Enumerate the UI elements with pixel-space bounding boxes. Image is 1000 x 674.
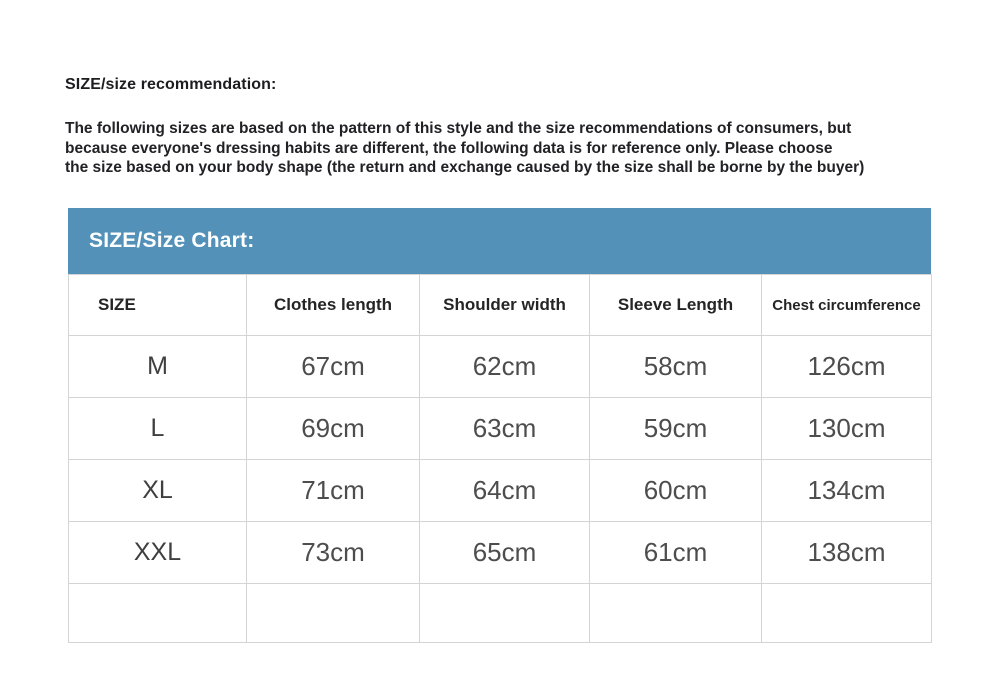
size-chart-table xyxy=(68,274,932,643)
cell-chest-circumference: 126cm xyxy=(762,336,932,398)
cell-sleeve-length xyxy=(590,584,762,643)
cell-sleeve-length: 58cm xyxy=(590,336,762,398)
cell-shoulder-width: 63cm xyxy=(420,398,590,460)
table-row-m xyxy=(69,336,932,398)
cell-chest-circumference xyxy=(762,584,932,643)
size-chart-title: SIZE/Size Chart: xyxy=(89,229,255,252)
cell-clothes-length xyxy=(247,584,420,643)
cell-sleeve-length: 61cm xyxy=(590,522,762,584)
cell-clothes-length: 69cm xyxy=(247,398,420,460)
cell-shoulder-width xyxy=(420,584,590,643)
column-header-size: SIZE xyxy=(69,275,247,336)
column-header-sleeve-length: Sleeve Length xyxy=(590,275,762,336)
recommendation-line: because everyone's dressing habits are different, the following data is for reference only. Please choose xyxy=(65,139,833,157)
cell-chest-circumference: 134cm xyxy=(762,460,932,522)
column-header-chest-circumference: Chest circumference xyxy=(762,275,932,336)
cell-clothes-length: 67cm xyxy=(247,336,420,398)
recommendation-heading: SIZE/size recommendation: xyxy=(65,76,277,93)
cell-sleeve-length: 59cm xyxy=(590,398,762,460)
cell-clothes-length: 73cm xyxy=(247,522,420,584)
recommendation-line: the size based on your body shape (the return and exchange caused by the size shall be borne by the buyer) xyxy=(65,159,865,177)
column-header-shoulder-width: Shoulder width xyxy=(420,275,590,336)
table-header-row xyxy=(69,275,932,336)
cell-size xyxy=(69,584,247,643)
recommendation-line: The following sizes are based on the pattern of this style and the size recommendations of consumers, but xyxy=(65,120,852,137)
size-chart-title-bar xyxy=(68,208,931,274)
cell-size: XXL xyxy=(69,522,247,584)
recommendation-paragraph xyxy=(65,119,864,178)
cell-chest-circumference: 138cm xyxy=(762,522,932,584)
table-row-empty xyxy=(69,584,932,643)
cell-size: L xyxy=(69,398,247,460)
cell-size: M xyxy=(69,336,247,398)
column-header-clothes-length: Clothes length xyxy=(247,275,420,336)
table-row-xxl xyxy=(69,522,932,584)
cell-shoulder-width: 65cm xyxy=(420,522,590,584)
cell-shoulder-width: 62cm xyxy=(420,336,590,398)
table-row-l xyxy=(69,398,932,460)
cell-sleeve-length: 60cm xyxy=(590,460,762,522)
cell-size: XL xyxy=(69,460,247,522)
cell-clothes-length: 71cm xyxy=(247,460,420,522)
cell-shoulder-width: 64cm xyxy=(420,460,590,522)
table-row-xl xyxy=(69,460,932,522)
cell-chest-circumference: 130cm xyxy=(762,398,932,460)
